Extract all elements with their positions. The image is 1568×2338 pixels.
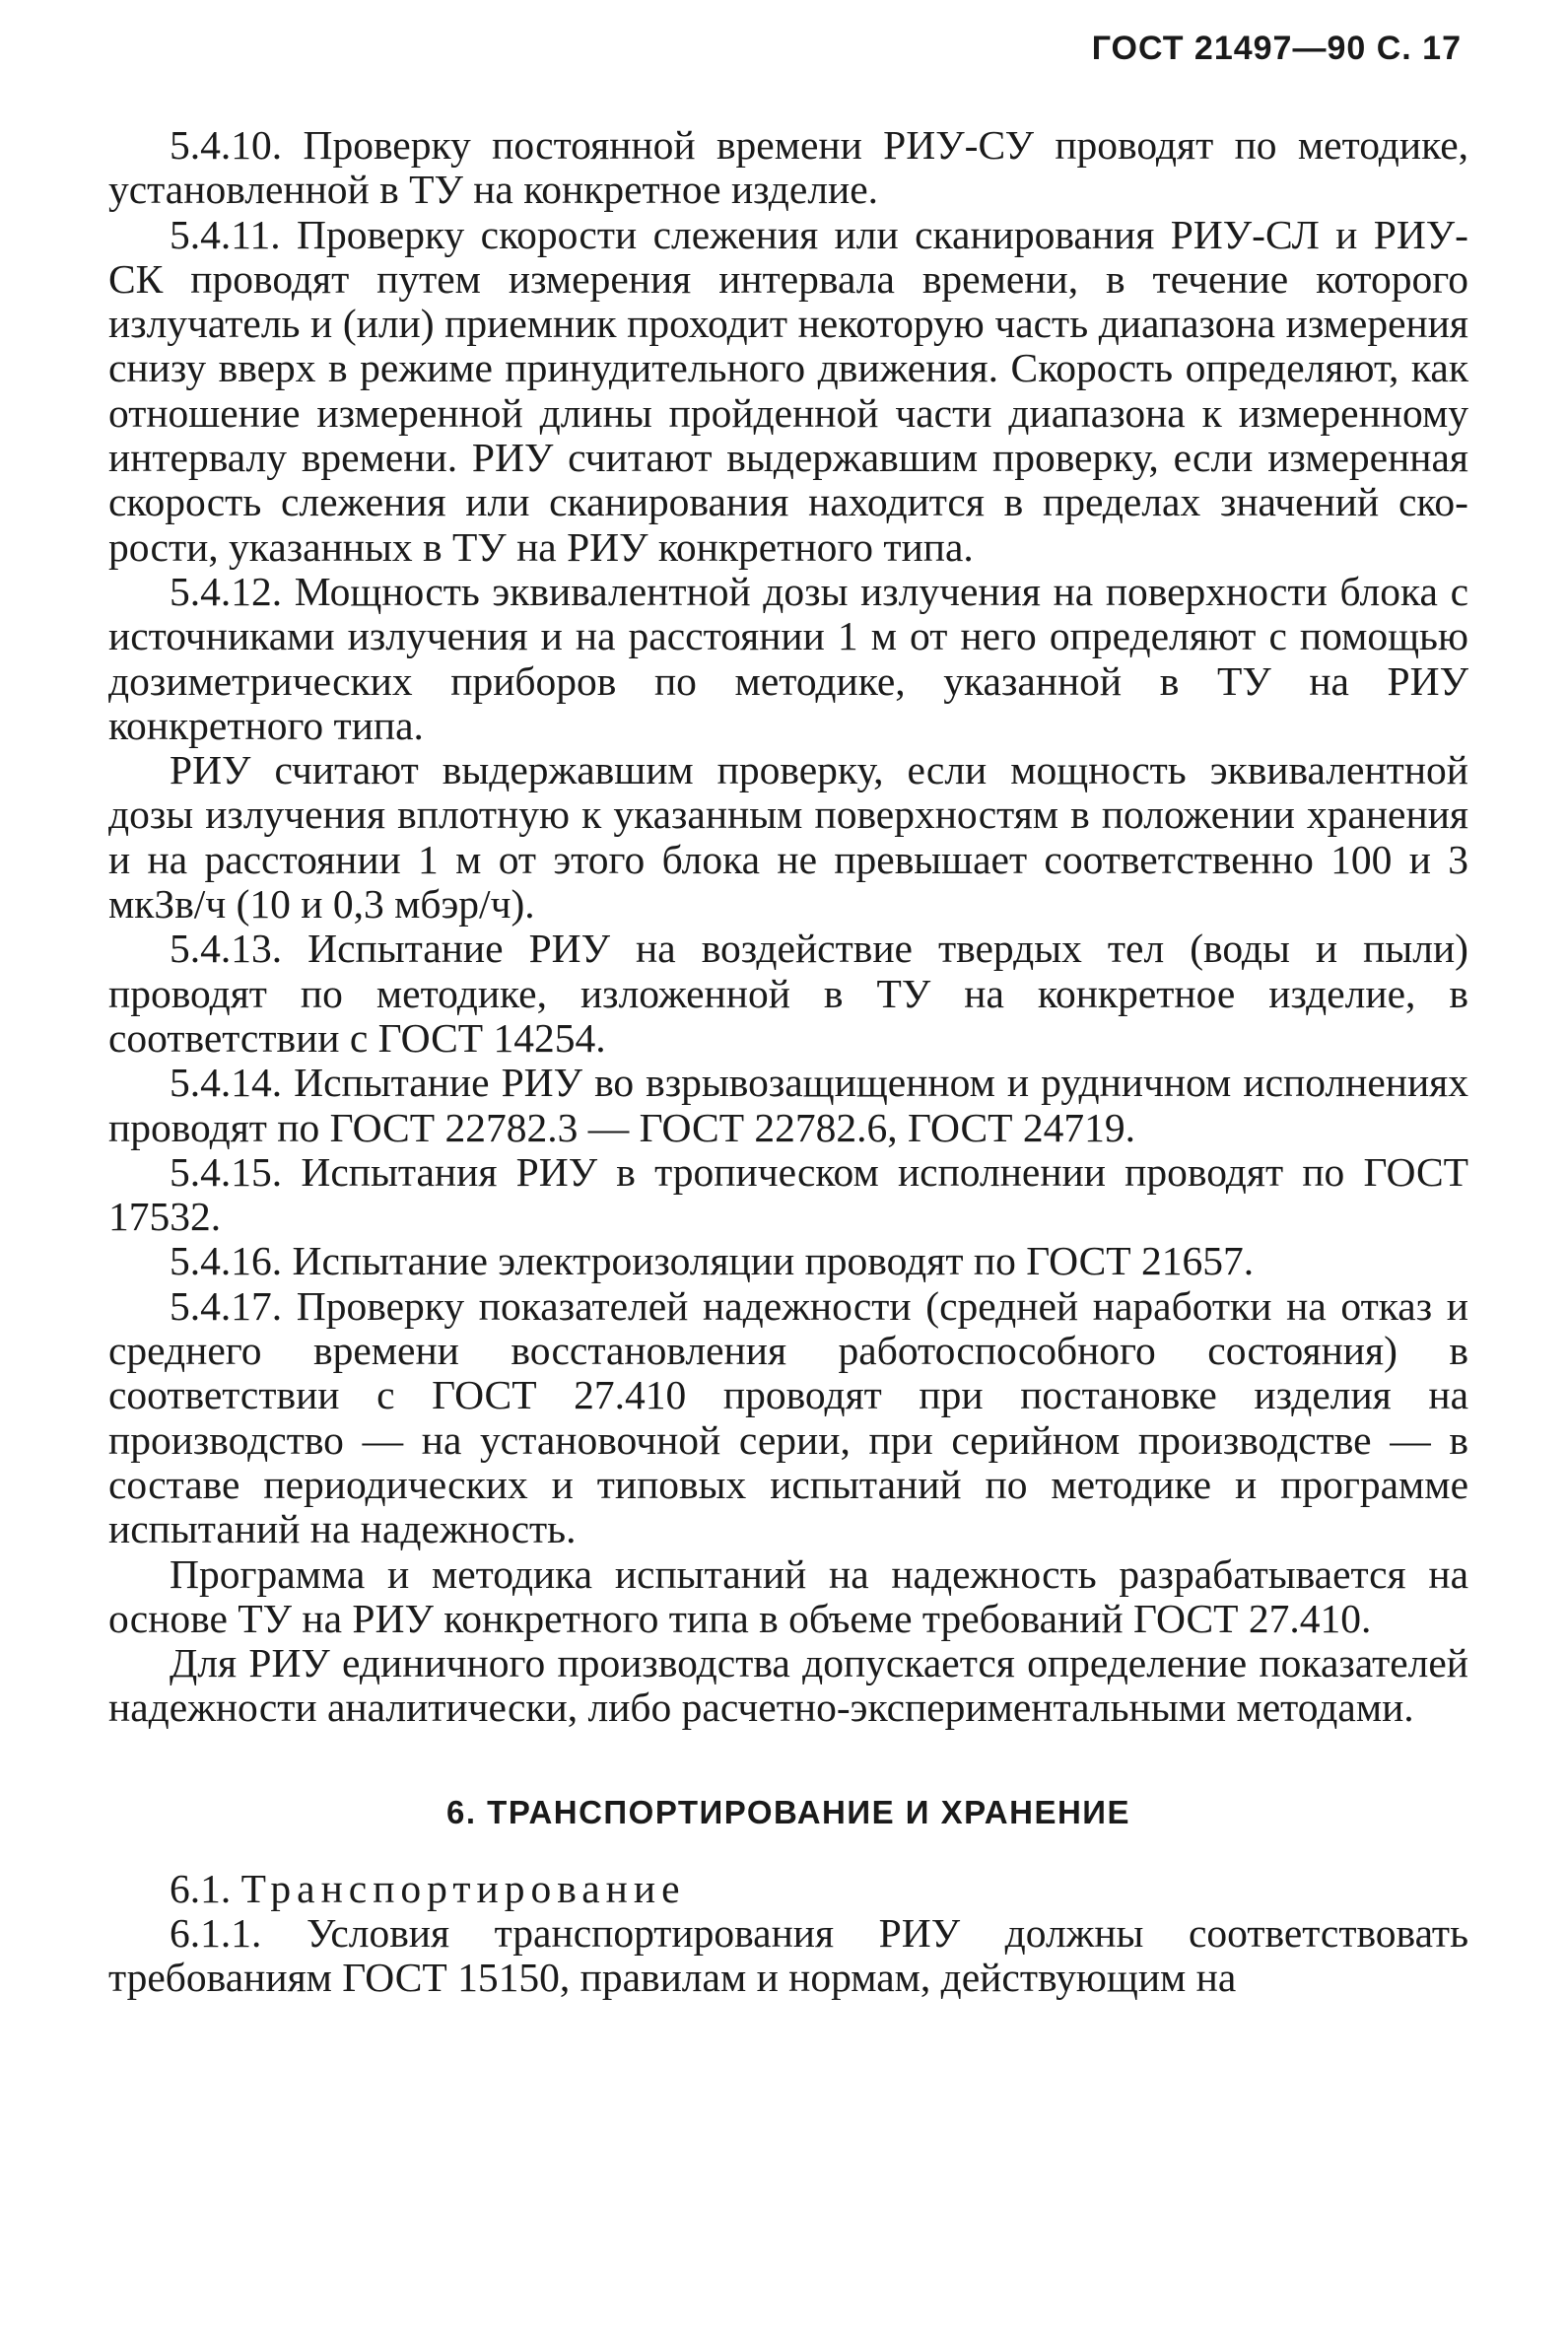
subsection-number: 6.1. <box>170 1865 232 1911</box>
paragraph-5-4-17: 5.4.17. Проверку показателей надежности (средней наработки на отказ и среднего времени восстановления работоспособного состояния) в соответствии с ГОСТ 27.410 проводят при постановке изделия на производство — на установочной серии, при серийном производстве — в составе периодических и типовых испытаний по методике и программе испытаний на надежность. <box>108 1282 1468 1552</box>
paragraph-5-4-12: 5.4.12. Мощность эквивалентной дозы излучения на поверхности блока с источниками излучения и на расстоянии 1 м от него определяют с помощью дозиметрических приборов по методике, указанной в ТУ на РИУ конкретного типа. <box>108 568 1468 748</box>
paragraph-5-4-15: 5.4.15. Испытания РИУ в тропическом исполнении проводят по ГОСТ 17532. <box>108 1148 1468 1240</box>
paragraph-5-4-10: 5.4.10. Проверку постоянной времени РИУ-СУ проводят по методике, установленной в ТУ на конкретное изделие. <box>108 122 1468 213</box>
paragraph-5-4-12-criteria: РИУ считают выдержавшим проверку, если мощность эквивалентной дозы излучения вплотную к указанным поверхностям в положении хранения и на расстоянии 1 м от этого блока не превышает соответственно 100 и 3 мкЗв/ч (10 и 0,3 мбэр/ч). <box>108 747 1468 928</box>
section-heading: 6. ТРАНСПОРТИРОВАНИЕ И ХРАНЕНИЕ <box>445 1793 1131 1830</box>
paragraph-6-1-1: 6.1.1. Условия транспортирования РИУ должны соответствовать требованиям ГОСТ 15150, правилам и нормам, действующим на <box>108 1909 1468 2001</box>
paragraph-5-4-16: 5.4.16. Испытание электроизоляции проводят по ГОСТ 21657. <box>170 1238 1255 1284</box>
running-header: ГОСТ 21497—90 С. 17 <box>1091 30 1462 67</box>
paragraph-5-4-14: 5.4.14. Испытание РИУ во взрывозащищенном и рудничном исполнениях проводят по ГОСТ 22782.3 — ГОСТ 22782.6, ГОСТ 24719. <box>108 1060 1468 1150</box>
document-body <box>108 123 1468 2001</box>
paragraph-5-4-13: 5.4.13. Испытание РИУ на воздействие твердых тел (воды и пыли) проводят по методике, изложенной в ТУ на конкретное изделие, в соответствии с ГОСТ 14254. <box>108 926 1468 1061</box>
paragraph-5-4-11: 5.4.11. Проверку скорости слежения или сканирования РИУ-СЛ и РИУ-СК проводят путем измерения интервала времени, в течение которого излучатель и (или) приемник проходит некоторую часть диапазона измерения снизу вверх в режиме принудительного движения. Скорость определяют, как отношение измеренной длины пройденной части диапазона к измеренному интервалу времени. РИУ считают выдержавшим проверку, если измеренная скорость слежения или сканирования находится в пределах значений скорости, указанных в ТУ на РИУ конкретного типа. <box>108 211 1468 570</box>
subsection-heading <box>108 1867 1468 1911</box>
subsection-title: Транспортирование <box>240 1865 686 1911</box>
paragraph-reliability-program: Программа и методика испытаний на надежность разрабатывается на основе ТУ на РИУ конкретного типа в объеме требований ГОСТ 27.410. <box>108 1550 1468 1641</box>
paragraph-single-production: Для РИУ единичного производства допускается определение показателей надежности аналитически, либо расчетно-экспериментальными методами. <box>108 1640 1468 1731</box>
